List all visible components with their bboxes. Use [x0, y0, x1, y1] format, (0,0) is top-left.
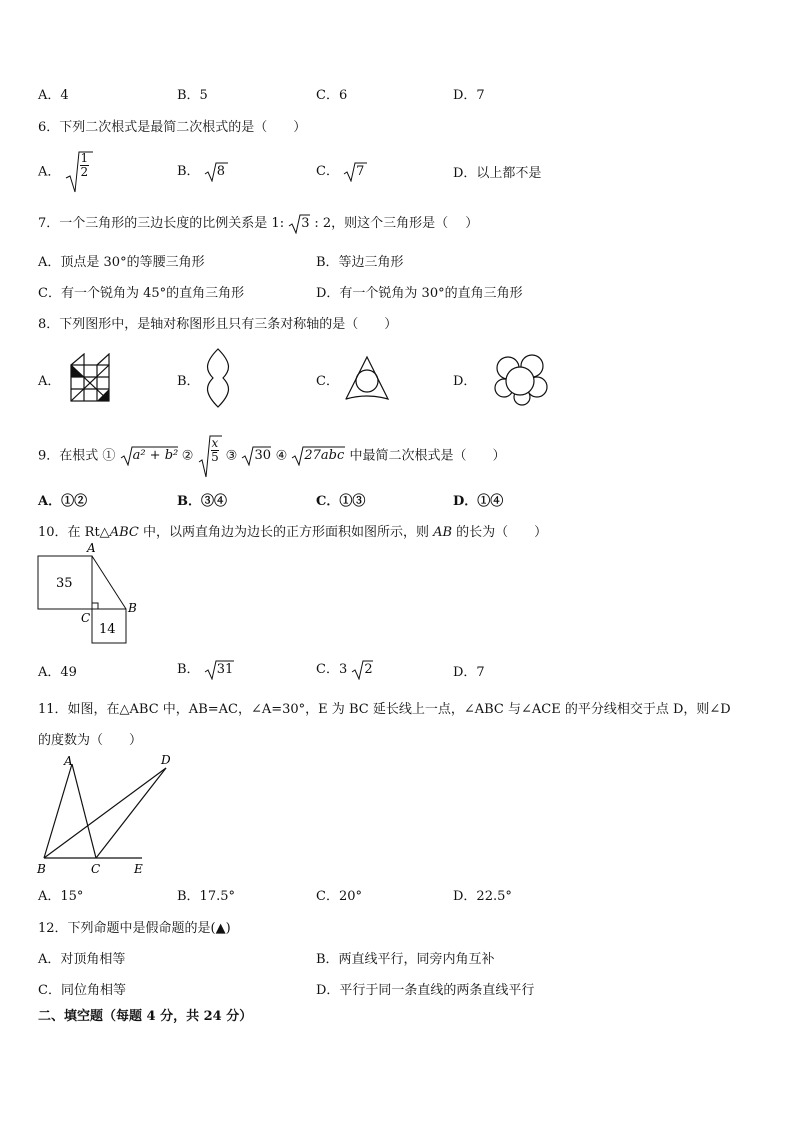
q11-figure-label-d: D — [161, 753, 171, 767]
q9-stem-end: 中最简二次根式是（ ） — [349, 448, 506, 464]
q7-ratio-2: : 2 — [314, 216, 332, 231]
q10-figure — [36, 542, 146, 648]
q9-radical-3 — [241, 446, 271, 466]
q10-figure-label-c: C — [81, 611, 91, 625]
q6-option-c-radicand: 7 — [356, 163, 365, 179]
q10-option-b — [177, 658, 234, 680]
q10-option-c-radical — [351, 660, 373, 680]
q10-stem-triangle: ABC — [109, 525, 139, 540]
q8-figure-a — [70, 353, 112, 403]
q10-stem-segment: AB — [433, 525, 453, 540]
q9-radical-2 — [198, 434, 222, 478]
q8-option-a: A． — [38, 374, 61, 389]
q10-figure-area-small: 14 — [99, 622, 116, 637]
q6-option-a-denominator: 2 — [80, 164, 89, 179]
q5-option-d: D．7 — [453, 88, 485, 103]
q10-option-c-label: C．3 — [316, 662, 348, 677]
q10-stem-text: 10．在 Rt△ — [38, 525, 110, 540]
q10-figure-label-a: A — [87, 542, 96, 555]
q10-option-c — [316, 658, 373, 680]
q12-stem: 12．下列命题中是假命题的是(▲) — [38, 921, 231, 936]
q6-option-a-label: A． — [38, 164, 61, 180]
q7-ratio-radical — [288, 214, 310, 234]
q6-option-a-radical — [65, 150, 93, 194]
q6-option-b-label: B． — [177, 164, 200, 179]
q10-stem-middle: 中，以两直角边为边长的正方形面积如图所示，则 — [138, 525, 434, 540]
q9-radicand-1: a² + b² — [132, 448, 179, 463]
q11-figure — [34, 752, 184, 880]
q6-option-a — [38, 150, 93, 194]
q6-option-d: D．以上都不是 — [453, 166, 542, 181]
q11-figure-label-a: A — [64, 754, 73, 768]
q9-option-a: A．①② — [38, 494, 88, 509]
q9-radical-1 — [120, 446, 178, 466]
q9-radical-2-numerator: x — [211, 436, 219, 450]
q6-option-b — [177, 160, 228, 182]
q8-figure-b — [203, 348, 233, 408]
q11-figure-label-c: C — [91, 862, 101, 876]
q12-option-c: C．同位角相等 — [38, 983, 126, 998]
q8-option-c: C． — [316, 374, 339, 389]
q10-option-d: D．7 — [453, 665, 485, 680]
q6-option-b-radicand: 8 — [216, 163, 225, 179]
q5-option-a: A．4 — [38, 88, 69, 103]
q11-option-b: B．17.5° — [177, 889, 235, 904]
q11-option-c: C．20° — [316, 889, 362, 904]
q9-stem — [38, 434, 506, 478]
q9-radicand-4: 27abc — [304, 448, 345, 463]
q7-stem-end: ，则这个三角形是（ ） — [331, 216, 479, 231]
q9-radical-4 — [291, 446, 345, 466]
q12-option-d: D．平行于同一条直线的两条直线平行 — [316, 983, 535, 998]
q8-option-d: D． — [453, 374, 477, 389]
q10-option-b-radical — [204, 660, 234, 680]
q11-option-a: A．15° — [38, 889, 84, 904]
q11-stem-line1: 11．如图，在△ABC 中，AB=AC，∠A=30°，E 为 BC 延长线上一点，∠ABC 与∠ACE 的平分线相交于点 D，则∠D — [38, 702, 731, 717]
q7-option-a: A．顶点是 30°的等腰三角形 — [38, 255, 205, 270]
q7-ratio-radicand: 3 — [301, 215, 310, 231]
q7-option-b: B．等边三角形 — [316, 255, 404, 270]
q9-radicand-3: 30 — [254, 448, 271, 463]
q9-stem-text: 9．在根式 — [38, 448, 99, 464]
q6-option-b-radical — [204, 162, 228, 182]
q9-circled-1: ① — [102, 448, 116, 464]
q6-stem: 6．下列二次根式是最简二次根式的是（ ） — [38, 120, 307, 135]
q5-option-b: B．5 — [177, 88, 208, 103]
q11-stem-line2: 的度数为（ ） — [38, 733, 143, 748]
q6-option-c — [316, 160, 367, 182]
q7-ratio-1: 1: — [271, 216, 285, 231]
q12-option-b: B．两直线平行，同旁内角互补 — [316, 952, 495, 967]
q11-figure-label-e: E — [134, 862, 143, 876]
q10-stem — [38, 521, 547, 540]
q8-stem: 8．下列图形中，是轴对称图形且只有三条对称轴的是（ ） — [38, 317, 398, 332]
q9-circled-3: ③ — [225, 448, 238, 464]
q6-option-c-label: C． — [316, 164, 339, 179]
q8-figure-d — [494, 354, 548, 406]
q9-circled-4: ④ — [275, 448, 288, 464]
q8-option-b: B． — [177, 374, 200, 389]
q10-figure-area-big: 35 — [56, 576, 73, 591]
q7-stem — [38, 212, 478, 234]
q6-option-a-numerator: 1 — [80, 151, 89, 165]
q7-option-c: C．有一个锐角为 45°的直角三角形 — [38, 286, 245, 301]
q11-option-d: D．22.5° — [453, 889, 512, 904]
q10-stem-end: 的长为（ ） — [452, 525, 548, 540]
q10-figure-label-b: B — [128, 601, 137, 615]
q10-option-c-radicand: 2 — [364, 661, 373, 677]
q8-figure-c — [344, 355, 390, 401]
section-2-heading: 二、填空题（每题 4 分，共 24 分） — [38, 1009, 253, 1024]
q7-option-d: D．有一个锐角为 30°的直角三角形 — [316, 286, 523, 301]
q12-option-a: A．对顶角相等 — [38, 952, 126, 967]
q11-figure-label-b: B — [37, 862, 46, 876]
q10-option-a: A．49 — [38, 665, 77, 680]
q9-option-c: C．①③ — [316, 494, 366, 509]
q9-radical-2-denominator: 5 — [211, 449, 219, 464]
q7-stem-text: 7．一个三角形的三边长度的比例关系是 — [38, 216, 268, 231]
q10-option-b-label: B． — [177, 662, 200, 677]
q6-option-c-radical — [343, 162, 367, 182]
q9-option-d: D．①④ — [453, 494, 504, 509]
q5-option-c: C．6 — [316, 88, 348, 103]
q9-option-b: B．③④ — [177, 494, 227, 509]
q9-circled-2: ② — [181, 448, 194, 464]
q10-option-b-radicand: 31 — [216, 661, 234, 677]
